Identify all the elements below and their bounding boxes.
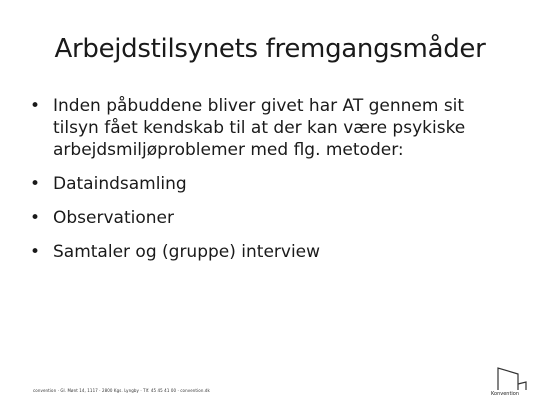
bullet-item: [30, 207, 510, 229]
bullet-list: [30, 95, 510, 275]
bullet-text: Inden påbuddene bliver givet har AT gennem sit tilsyn fået kendskab til at der kan være psykiske arbejdsmiljøproblemer med flg. metoder:: [53, 96, 466, 160]
bullet-item: [30, 95, 510, 161]
slide-title: Arbejdstilsynets fremgangsmåder: [54, 34, 486, 64]
bullet-text: Samtaler og (gruppe) interview: [53, 242, 321, 262]
footer-contact-line: convention · Gl. Mønt 14, 1117 · 2800 Kgs. Lyngby · Tlf. 45 45 41 00 · convention.dk: [33, 388, 210, 393]
bullet-item: [30, 241, 510, 263]
bullet-text: Dataindsamling: [53, 174, 187, 194]
bullet-text: Observationer: [53, 208, 174, 228]
bullet-dot: •: [30, 242, 41, 262]
logo-label: Konvention: [491, 391, 520, 397]
bullet-dot: •: [30, 208, 41, 228]
bullet-dot: •: [30, 96, 41, 116]
bullet-dot: •: [30, 174, 41, 194]
bullet-item: [30, 173, 510, 195]
